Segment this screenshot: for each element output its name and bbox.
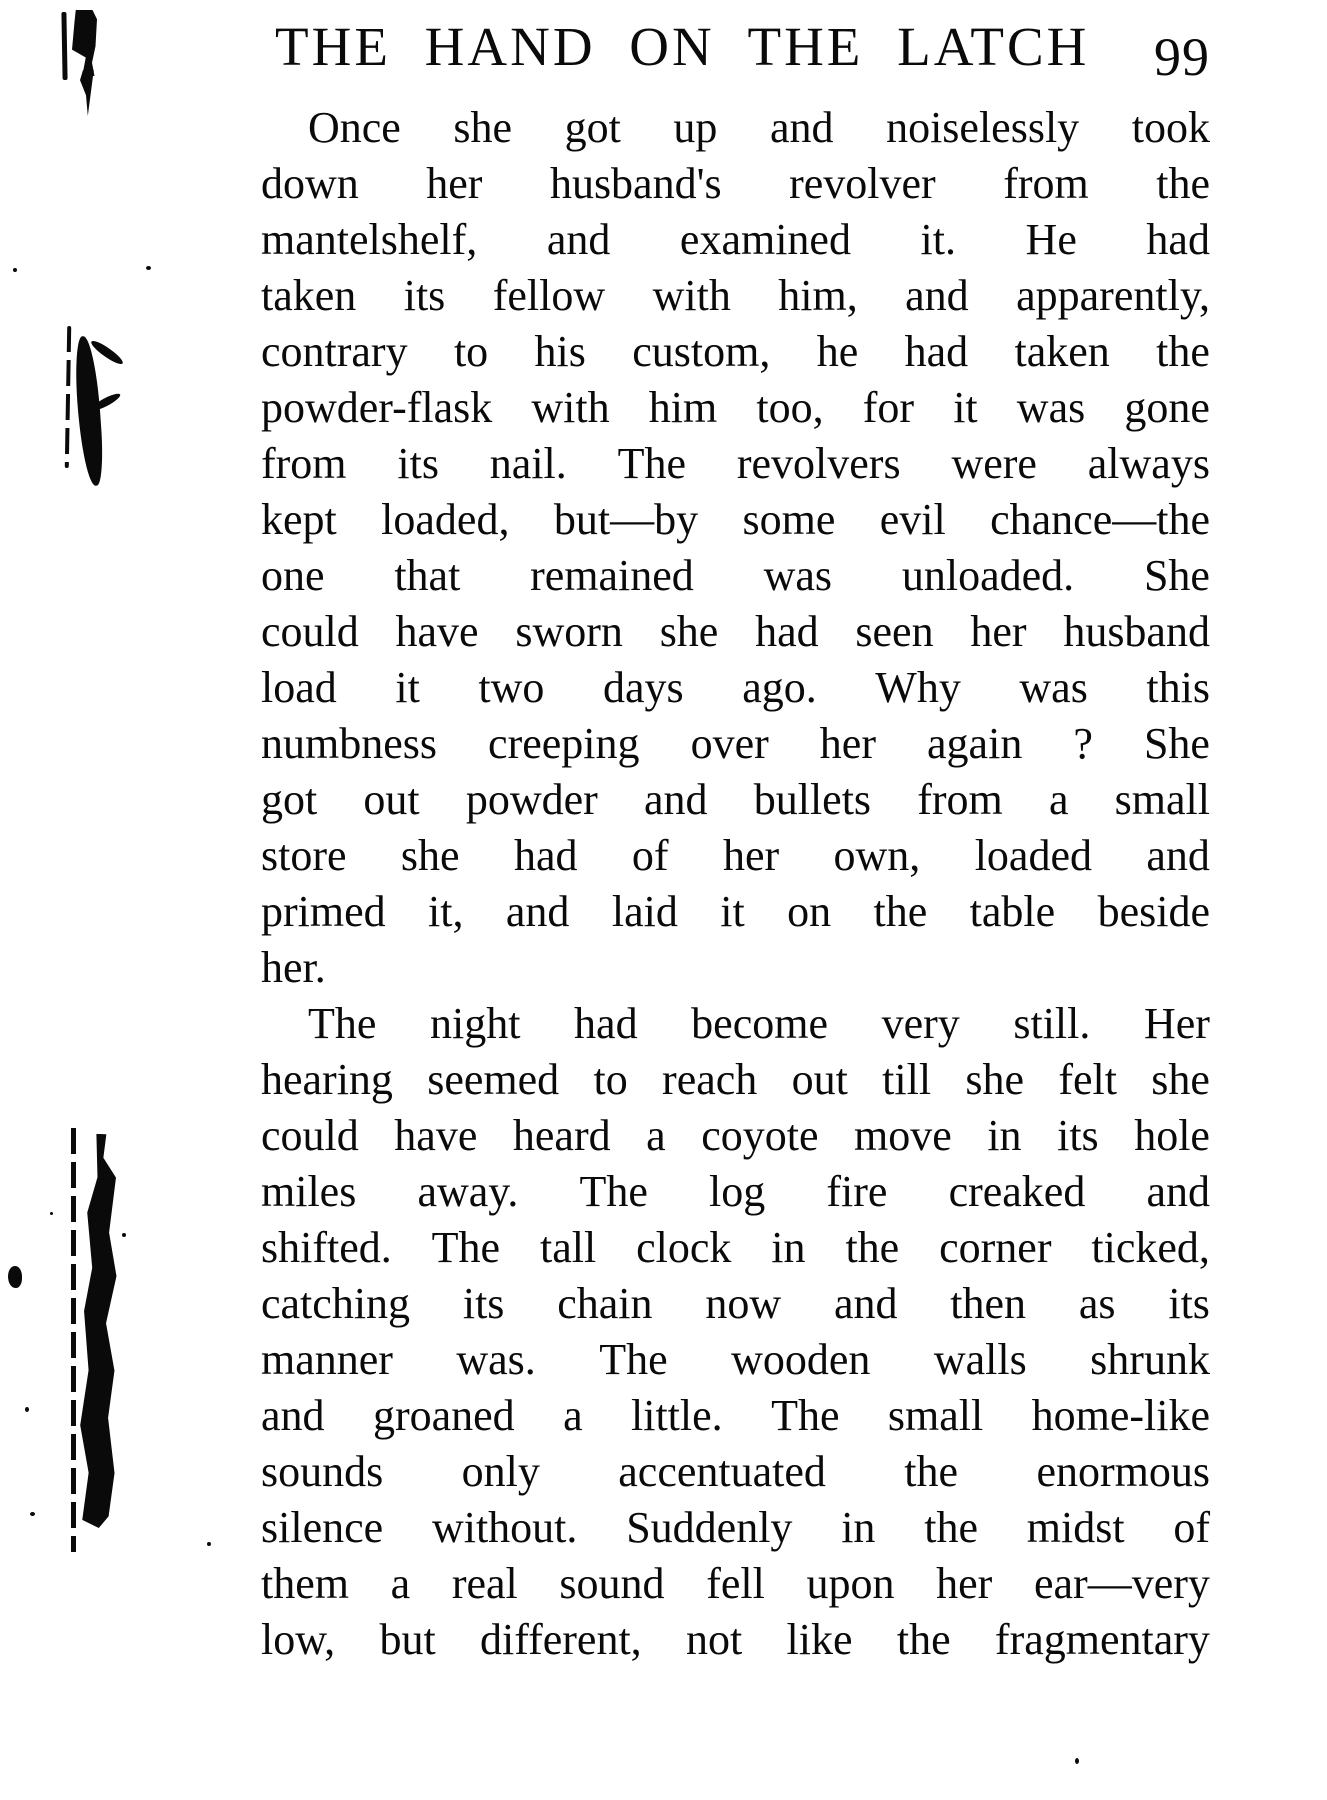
ink-blob-top — [72, 10, 97, 76]
speck-6 — [30, 1512, 35, 1516]
ink-blob-mid — [73, 335, 105, 486]
text-line: shifted. The tall clock in the corner ticked, — [261, 1223, 1210, 1272]
paragraph — [261, 100, 1210, 996]
text-line: miles away. The log fire creaked and — [261, 1167, 1210, 1216]
text-line: contrary to his custom, he had taken the — [261, 327, 1210, 376]
text-line: powder-flask with him too, for it was gone — [261, 383, 1210, 432]
ink-dot-left — [8, 1266, 22, 1288]
text-line: could have sworn she had seen her husband — [261, 607, 1210, 656]
ink-line-top — [61, 12, 67, 80]
text-line: and groaned a little. The small home-like — [261, 1391, 1210, 1440]
text-line: load it two days ago. Why was this — [261, 663, 1210, 712]
text-line: her. — [261, 943, 326, 992]
text-line: numbness creeping over her again ? She — [261, 719, 1210, 768]
text-block — [261, 100, 1210, 1668]
text-line: sounds only accentuated the enormous — [261, 1447, 1210, 1496]
speck-2 — [146, 266, 151, 270]
ink-line-bottom — [71, 1128, 76, 1552]
speck-7 — [207, 1542, 211, 1546]
speck-3 — [50, 1212, 53, 1215]
text-line: low, but different, not like the fragmentary — [261, 1615, 1210, 1664]
text-line: catching its chain now and then as its — [261, 1279, 1210, 1328]
ink-blob-bottom — [77, 1134, 121, 1529]
page-number: 99 — [1154, 27, 1210, 87]
paragraph — [261, 996, 1210, 1668]
text-line: from its nail. The revolvers were always — [261, 439, 1210, 488]
text-line: The night had become very still. Her — [308, 999, 1210, 1048]
speck-4 — [122, 1233, 126, 1237]
text-line: primed it, and laid it on the table beside — [261, 887, 1210, 936]
text-line: silence without. Suddenly in the midst of — [261, 1503, 1210, 1552]
speck-8 — [1075, 1758, 1079, 1764]
text-line: store she had of her own, loaded and — [261, 831, 1210, 880]
text-line: manner was. The wooden walls shrunk — [261, 1335, 1210, 1384]
text-line: mantelshelf, and examined it. He had — [261, 215, 1210, 264]
text-line: them a real sound fell upon her ear—very — [261, 1559, 1210, 1608]
ink-tail-top — [80, 70, 95, 116]
speck-5 — [25, 1407, 29, 1412]
running-title: THE HAND ON THE LATCH — [275, 16, 1090, 77]
text-line: down her husband's revolver from the — [261, 159, 1210, 208]
text-line: kept loaded, but—by some evil chance—the — [261, 495, 1210, 544]
text-line: hearing seemed to reach out till she felt she — [261, 1055, 1210, 1104]
page-header — [261, 16, 1210, 87]
text-line: taken its fellow with him, and apparently, — [261, 271, 1210, 320]
text-line: could have heard a coyote move in its hole — [261, 1111, 1210, 1160]
speck-1 — [13, 268, 17, 272]
ink-wisp-mid — [89, 338, 125, 367]
text-line: got out powder and bullets from a small — [261, 775, 1210, 824]
ink-line-mid — [65, 326, 71, 468]
text-line: one that remained was unloaded. She — [261, 551, 1210, 600]
text-line: Once she got up and noiselessly took — [308, 103, 1210, 152]
